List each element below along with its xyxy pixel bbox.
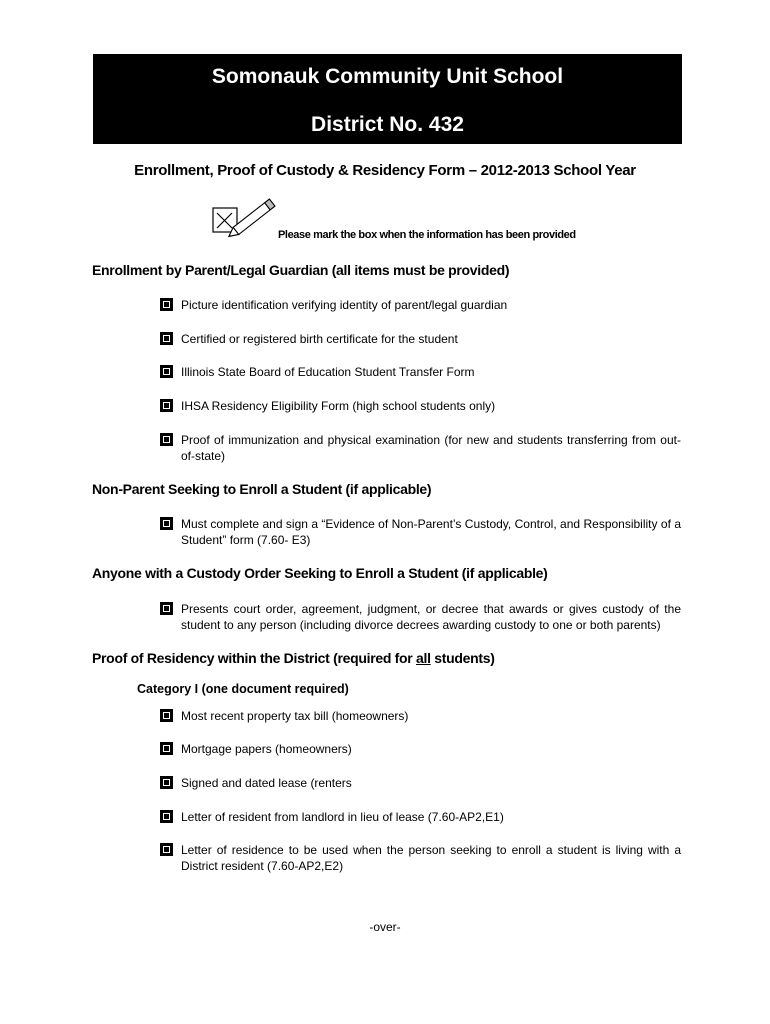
item-text: Mortgage papers (homeowners) (181, 742, 352, 756)
checklist-item (160, 775, 681, 791)
checkbox[interactable] (160, 365, 173, 378)
item-text: Letter of residence to be used when the person seeking to enroll a student is living with a District resident (7.60-AP2,E2) (181, 843, 681, 873)
residency-title-underlined: all (416, 650, 431, 666)
pencil-checkbox-icon (212, 194, 282, 244)
checkbox[interactable] (160, 517, 173, 530)
checkbox[interactable] (160, 776, 173, 789)
residency-title-before: Proof of Residency within the District (required for (92, 650, 417, 666)
checklist-item (160, 842, 681, 874)
item-text: Illinois State Board of Education Student Transfer Form (181, 365, 475, 379)
checkbox[interactable] (160, 742, 173, 755)
checklist-item (160, 398, 681, 414)
checklist-item (160, 432, 681, 464)
checkbox[interactable] (160, 810, 173, 823)
form-subtitle: Enrollment, Proof of Custody & Residency Form – 2012-2013 School Year (134, 162, 636, 179)
legend-text: Please mark the box when the information has been provided (278, 229, 576, 241)
checkbox[interactable] (160, 298, 173, 311)
page-footer: -over- (369, 920, 401, 934)
item-text: Letter of resident from landlord in lieu of lease (7.60-AP2,E1) (181, 810, 504, 824)
checklist-item (160, 601, 681, 633)
section-residency-title (92, 650, 495, 666)
checkbox[interactable] (160, 332, 173, 345)
section-non-parent-title: Non-Parent Seeking to Enroll a Student (if applicable) (92, 481, 432, 497)
item-text: Presents court order, agreement, judgment, or decree that awards or gives custody of the student to any person (including divorce decrees awarding custody to one or both parents) (181, 602, 681, 632)
header-line-1: Somonauk Community Unit School (211, 65, 564, 88)
checklist-item (160, 364, 681, 380)
item-text: IHSA Residency Eligibility Form (high school students only) (181, 399, 496, 413)
item-text: Proof of immunization and physical examination (for new and students transferring from out-of-state) (181, 433, 681, 463)
district-header (93, 54, 682, 144)
section-custody-order-title: Anyone with a Custody Order Seeking to Enroll a Student (if applicable) (92, 565, 548, 581)
checklist-item (160, 297, 681, 313)
item-text: Must complete and sign a “Evidence of Non-Parent’s Custody, Control, and Responsibility of a Student” form (7.60- E3) (181, 517, 681, 547)
checklist-item (160, 708, 681, 724)
checklist-item (160, 809, 681, 825)
category-label: Category I (one document required) (137, 682, 349, 696)
checkbox[interactable] (160, 602, 173, 615)
checklist-item (160, 516, 681, 548)
header-line-2: District No. 432 (311, 113, 464, 136)
item-text: Certified or registered birth certificate for the student (181, 332, 458, 346)
checkbox[interactable] (160, 843, 173, 856)
checkbox[interactable] (160, 433, 173, 446)
checklist-item (160, 741, 681, 757)
item-text: Signed and dated lease (renters (181, 776, 352, 790)
checklist-item (160, 331, 681, 347)
checkbox[interactable] (160, 709, 173, 722)
residency-title-after: students) (430, 650, 495, 666)
item-text: Picture identification verifying identity of parent/legal guardian (181, 298, 508, 312)
item-text: Most recent property tax bill (homeowners) (181, 709, 409, 723)
section-enrollment-title: Enrollment by Parent/Legal Guardian (all items must be provided) (92, 262, 510, 278)
checkbox[interactable] (160, 399, 173, 412)
